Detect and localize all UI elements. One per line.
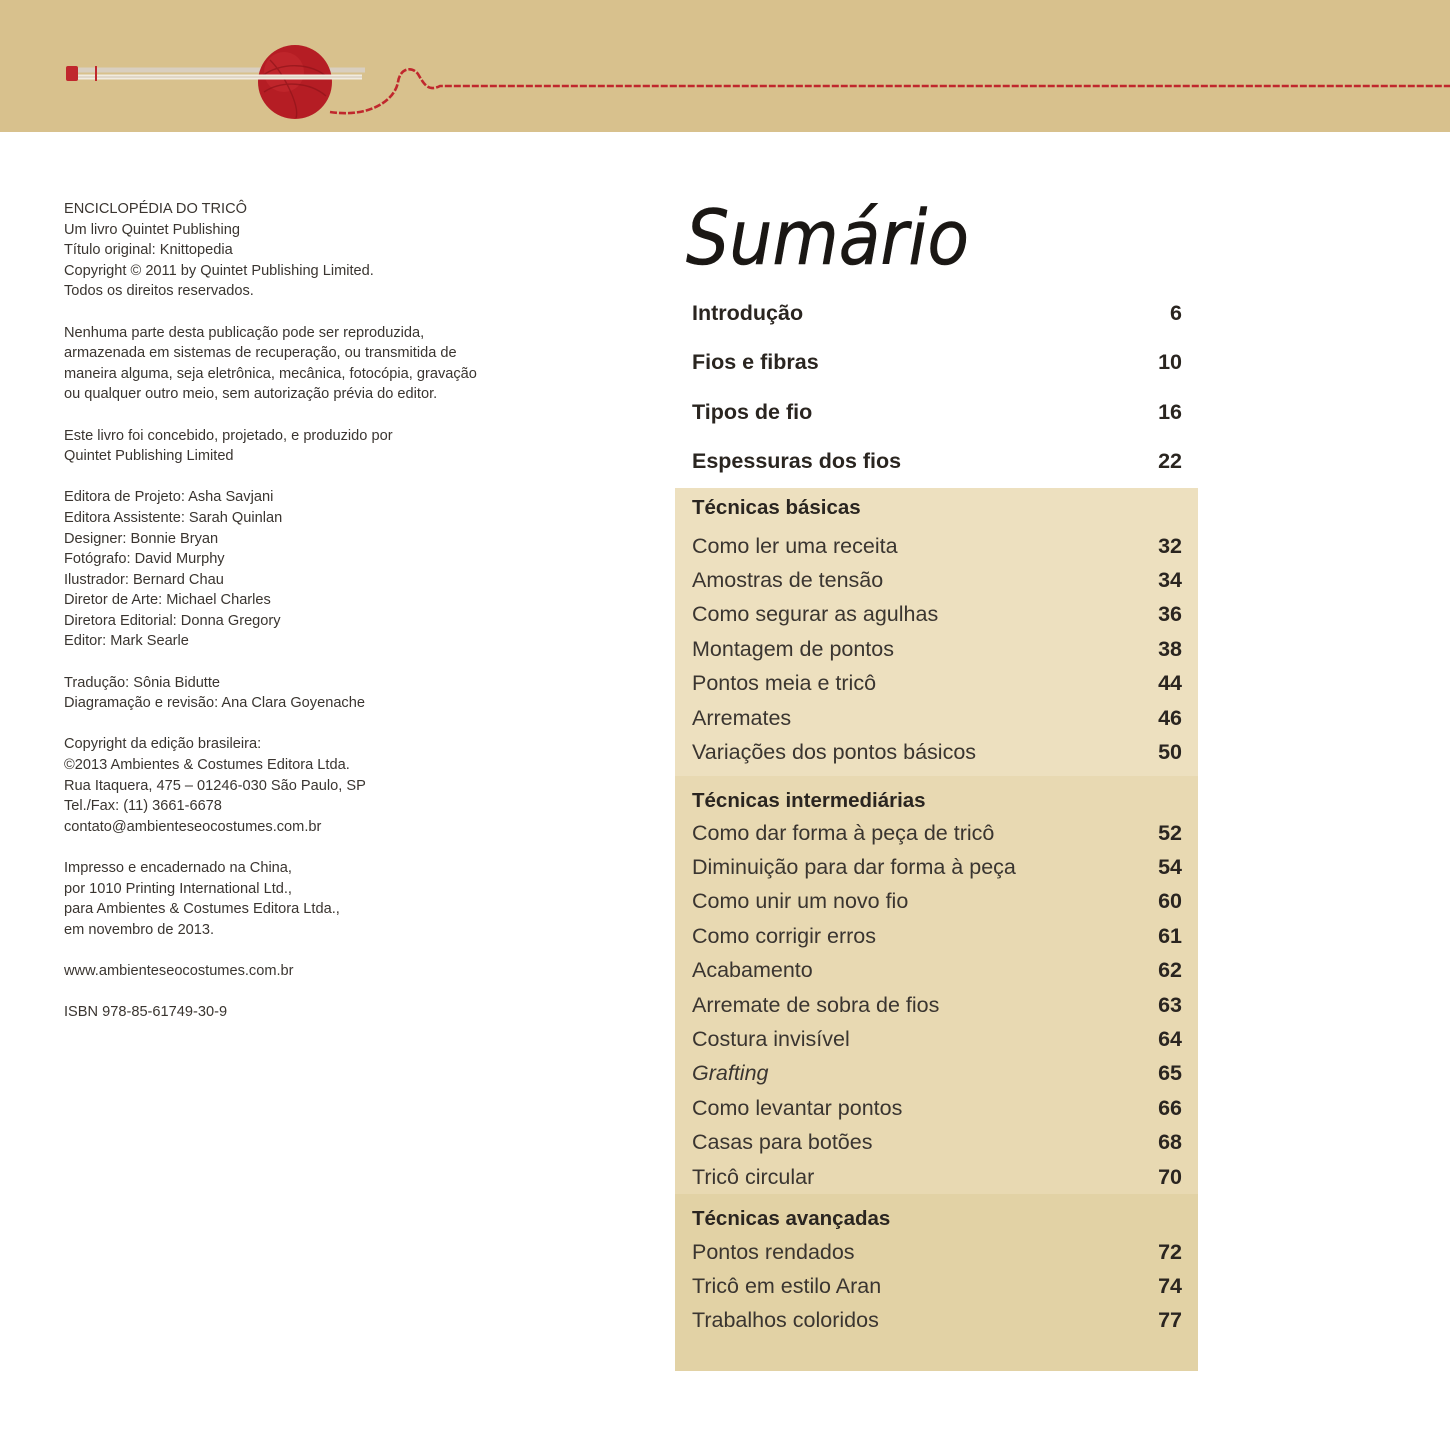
credits-block-isbn bbox=[64, 1002, 584, 1023]
toc-entry-page: 34 bbox=[1158, 568, 1182, 593]
toc-entry[interactable] bbox=[692, 988, 1182, 1022]
toc-entry[interactable] bbox=[692, 1304, 1182, 1338]
toc-entry-page: 46 bbox=[1158, 705, 1182, 730]
toc-entry[interactable] bbox=[692, 816, 1182, 850]
toc-entry[interactable] bbox=[692, 1022, 1182, 1056]
toc-entry-label: Casas para botões bbox=[692, 1130, 873, 1155]
toc-entry-label: Pontos meia e tricô bbox=[692, 671, 877, 696]
toc-entry-page: 77 bbox=[1158, 1308, 1182, 1333]
credit-line: Este livro foi concebido, projetado, e produzido por bbox=[64, 427, 393, 444]
toc-entry-page: 65 bbox=[1158, 1061, 1182, 1086]
credit-line: Rua Itaquera, 475 – 01246-030 São Paulo, SP bbox=[64, 777, 366, 794]
credit-line: para Ambientes & Costumes Editora Ltda., bbox=[64, 901, 340, 918]
credits-block-staff bbox=[64, 487, 584, 652]
toc-entry[interactable] bbox=[692, 919, 1182, 953]
credit-line: armazenada em sistemas de recuperação, ou transmitida de bbox=[64, 345, 457, 362]
toc-entry-page: 66 bbox=[1158, 1095, 1182, 1120]
toc-entry-page: 52 bbox=[1158, 820, 1182, 845]
credit-line: Copyright © 2011 by Quintet Publishing Limited. bbox=[64, 262, 374, 279]
credit-line: Copyright da edição brasileira: bbox=[64, 736, 262, 753]
section-heading: Técnicas básicas bbox=[692, 496, 861, 519]
toc-entry-label: Variações dos pontos básicos bbox=[692, 740, 977, 765]
toc-entry-page: 32 bbox=[1158, 533, 1182, 558]
credit-line: www.ambienteseocostumes.com.br bbox=[64, 962, 294, 979]
toc-entry-page: 38 bbox=[1158, 636, 1182, 661]
credit-line: Fotógrafo: David Murphy bbox=[64, 551, 225, 568]
toc-entry[interactable] bbox=[692, 701, 1182, 735]
credit-line: Título original: Knittopedia bbox=[64, 242, 233, 259]
toc-entry-page: 64 bbox=[1158, 1027, 1182, 1052]
credit-line: contato@ambienteseocostumes.com.br bbox=[64, 818, 322, 835]
credits-block-publisher bbox=[64, 734, 584, 837]
toc-entry[interactable] bbox=[692, 1091, 1182, 1125]
toc-entry[interactable] bbox=[692, 885, 1182, 919]
toc-entry-page: 50 bbox=[1158, 740, 1182, 765]
toc-entry-page: 68 bbox=[1158, 1130, 1182, 1155]
toc-entry[interactable] bbox=[692, 563, 1182, 597]
toc-entry[interactable] bbox=[692, 437, 1182, 486]
toc-entry-label: Tipos de fio bbox=[692, 399, 813, 424]
toc-entry-label: Como ler uma receita bbox=[692, 533, 898, 558]
toc-entry-label: Arremate de sobra de fios bbox=[692, 992, 940, 1017]
toc-entry[interactable] bbox=[692, 632, 1182, 666]
credit-line: Diretora Editorial: Donna Gregory bbox=[64, 612, 281, 629]
toc-entry-page: 6 bbox=[1170, 301, 1182, 326]
toc-entry-page: 44 bbox=[1158, 671, 1182, 696]
section-heading: Técnicas avançadas bbox=[692, 1207, 891, 1230]
credit-line: maneira alguma, seja eletrônica, mecânica, fotocópia, gravação bbox=[64, 365, 477, 382]
toc-entry-page: 22 bbox=[1158, 449, 1182, 474]
toc-entry-label: Arremates bbox=[692, 705, 792, 730]
toc-entry-label: Como unir um novo fio bbox=[692, 889, 909, 914]
toc-entry-label: Trabalhos coloridos bbox=[692, 1308, 879, 1333]
credit-line: Um livro Quintet Publishing bbox=[64, 221, 241, 238]
credits-column bbox=[64, 199, 584, 1043]
credit-line: Editora Assistente: Sarah Quinlan bbox=[64, 509, 283, 526]
credit-line: Tradução: Sônia Bidutte bbox=[64, 674, 221, 691]
credits-block-website bbox=[64, 961, 584, 982]
toc-entry-label: Como segurar as agulhas bbox=[692, 602, 939, 627]
svg-text:Sumário: Sumário bbox=[686, 193, 969, 281]
toc-entry-label: Tricô em estilo Aran bbox=[692, 1274, 882, 1299]
toc-entry[interactable] bbox=[692, 1126, 1182, 1160]
credit-line: Diretor de Arte: Michael Charles bbox=[64, 592, 271, 609]
section-heading: Técnicas intermediárias bbox=[692, 789, 926, 812]
toc-entry-page: 72 bbox=[1158, 1239, 1182, 1264]
toc-entry[interactable] bbox=[692, 529, 1182, 563]
credit-line: Quintet Publishing Limited bbox=[64, 448, 234, 465]
toc-entry[interactable] bbox=[692, 1235, 1182, 1269]
toc-entry-label: Introdução bbox=[692, 301, 804, 326]
credit-line: Ilustrador: Bernard Chau bbox=[64, 571, 224, 588]
yarn-ball-illustration bbox=[0, 0, 1450, 132]
credit-line: ou qualquer outro meio, sem autorização prévia do editor. bbox=[64, 386, 438, 403]
toc-entry[interactable] bbox=[692, 1160, 1182, 1194]
credits-block-translation bbox=[64, 673, 584, 714]
toc-entry-page: 60 bbox=[1158, 889, 1182, 914]
credits-block-printing bbox=[64, 858, 584, 940]
toc-entry-label: Tricô circular bbox=[692, 1164, 815, 1189]
toc-entry-page: 74 bbox=[1158, 1274, 1182, 1299]
credit-line: Diagramação e revisão: Ana Clara Goyenache bbox=[64, 695, 365, 712]
toc-entry[interactable] bbox=[692, 667, 1182, 701]
toc-entry-label: Diminuição para dar forma à peça bbox=[692, 855, 1016, 880]
credit-line: por 1010 Printing International Ltd., bbox=[64, 880, 292, 897]
toc-entry[interactable] bbox=[692, 850, 1182, 884]
credit-line: Nenhuma parte desta publicação pode ser reproduzida, bbox=[64, 324, 425, 341]
credit-line: Designer: Bonnie Bryan bbox=[64, 530, 219, 547]
toc-entry-label: Montagem de pontos bbox=[692, 636, 894, 661]
toc-entry-label: Pontos rendados bbox=[692, 1239, 855, 1264]
credit-line: em novembro de 2013. bbox=[64, 921, 215, 938]
toc-entry-label: Costura invisível bbox=[692, 1027, 850, 1052]
toc-entry[interactable] bbox=[692, 388, 1182, 437]
toc-entry[interactable] bbox=[692, 1269, 1182, 1303]
credit-line: Editora de Projeto: Asha Savjani bbox=[64, 489, 274, 506]
toc-section-advanced bbox=[675, 1194, 1198, 1371]
credit-line: ©2013 Ambientes & Costumes Editora Ltda. bbox=[64, 757, 350, 774]
credit-line: ISBN 978-85-61749-30-9 bbox=[64, 1004, 228, 1021]
toc-entry-page: 36 bbox=[1158, 602, 1182, 627]
toc-entry-page: 16 bbox=[1158, 399, 1182, 424]
toc-entry[interactable] bbox=[692, 1057, 1182, 1091]
toc-entry-page: 63 bbox=[1158, 992, 1182, 1017]
section-entries bbox=[692, 529, 1182, 770]
header-banner bbox=[0, 0, 1450, 132]
credit-line: Tel./Fax: (11) 3661-6678 bbox=[64, 798, 222, 815]
toc-section-intermediate bbox=[675, 776, 1198, 1194]
toc-entry-label: Como dar forma à peça de tricô bbox=[692, 820, 995, 845]
toc-entry-page: 62 bbox=[1158, 958, 1182, 983]
credits-block-title bbox=[64, 199, 584, 302]
credits-block-producer bbox=[64, 426, 584, 467]
toc-entry[interactable] bbox=[692, 735, 1182, 769]
toc-entry-label: Como corrigir erros bbox=[692, 923, 876, 948]
toc-entry-page: 54 bbox=[1158, 855, 1182, 880]
toc-entry-label: Como levantar pontos bbox=[692, 1095, 903, 1120]
toc-entry-label: Grafting bbox=[692, 1061, 769, 1086]
toc-title bbox=[686, 186, 986, 281]
toc-entry-label: Acabamento bbox=[692, 958, 813, 983]
section-entries bbox=[692, 1235, 1182, 1338]
toc-entry-page: 10 bbox=[1158, 350, 1182, 375]
toc-entry[interactable] bbox=[692, 289, 1182, 338]
credit-line: Editor: Mark Searle bbox=[64, 633, 189, 650]
credit-line: Impresso e encadernado na China, bbox=[64, 860, 292, 876]
toc-entry[interactable] bbox=[692, 954, 1182, 988]
toc-entry-page: 70 bbox=[1158, 1164, 1182, 1189]
toc-entry-label: Amostras de tensão bbox=[692, 568, 884, 593]
toc-entry-label: Fios e fibras bbox=[692, 350, 819, 375]
toc-entry[interactable] bbox=[692, 598, 1182, 632]
credit-line: Todos os direitos reservados. bbox=[64, 283, 254, 300]
toc-top-entries bbox=[692, 289, 1182, 486]
toc-entry-label: Espessuras dos fios bbox=[692, 449, 902, 474]
credit-line: ENCICLOPÉDIA DO TRICÔ bbox=[64, 201, 247, 217]
toc-entry[interactable] bbox=[692, 338, 1182, 387]
section-entries bbox=[692, 816, 1182, 1194]
credits-block-rights bbox=[64, 323, 584, 405]
toc-entry-page: 61 bbox=[1158, 923, 1182, 948]
toc-section-basic bbox=[675, 488, 1198, 776]
